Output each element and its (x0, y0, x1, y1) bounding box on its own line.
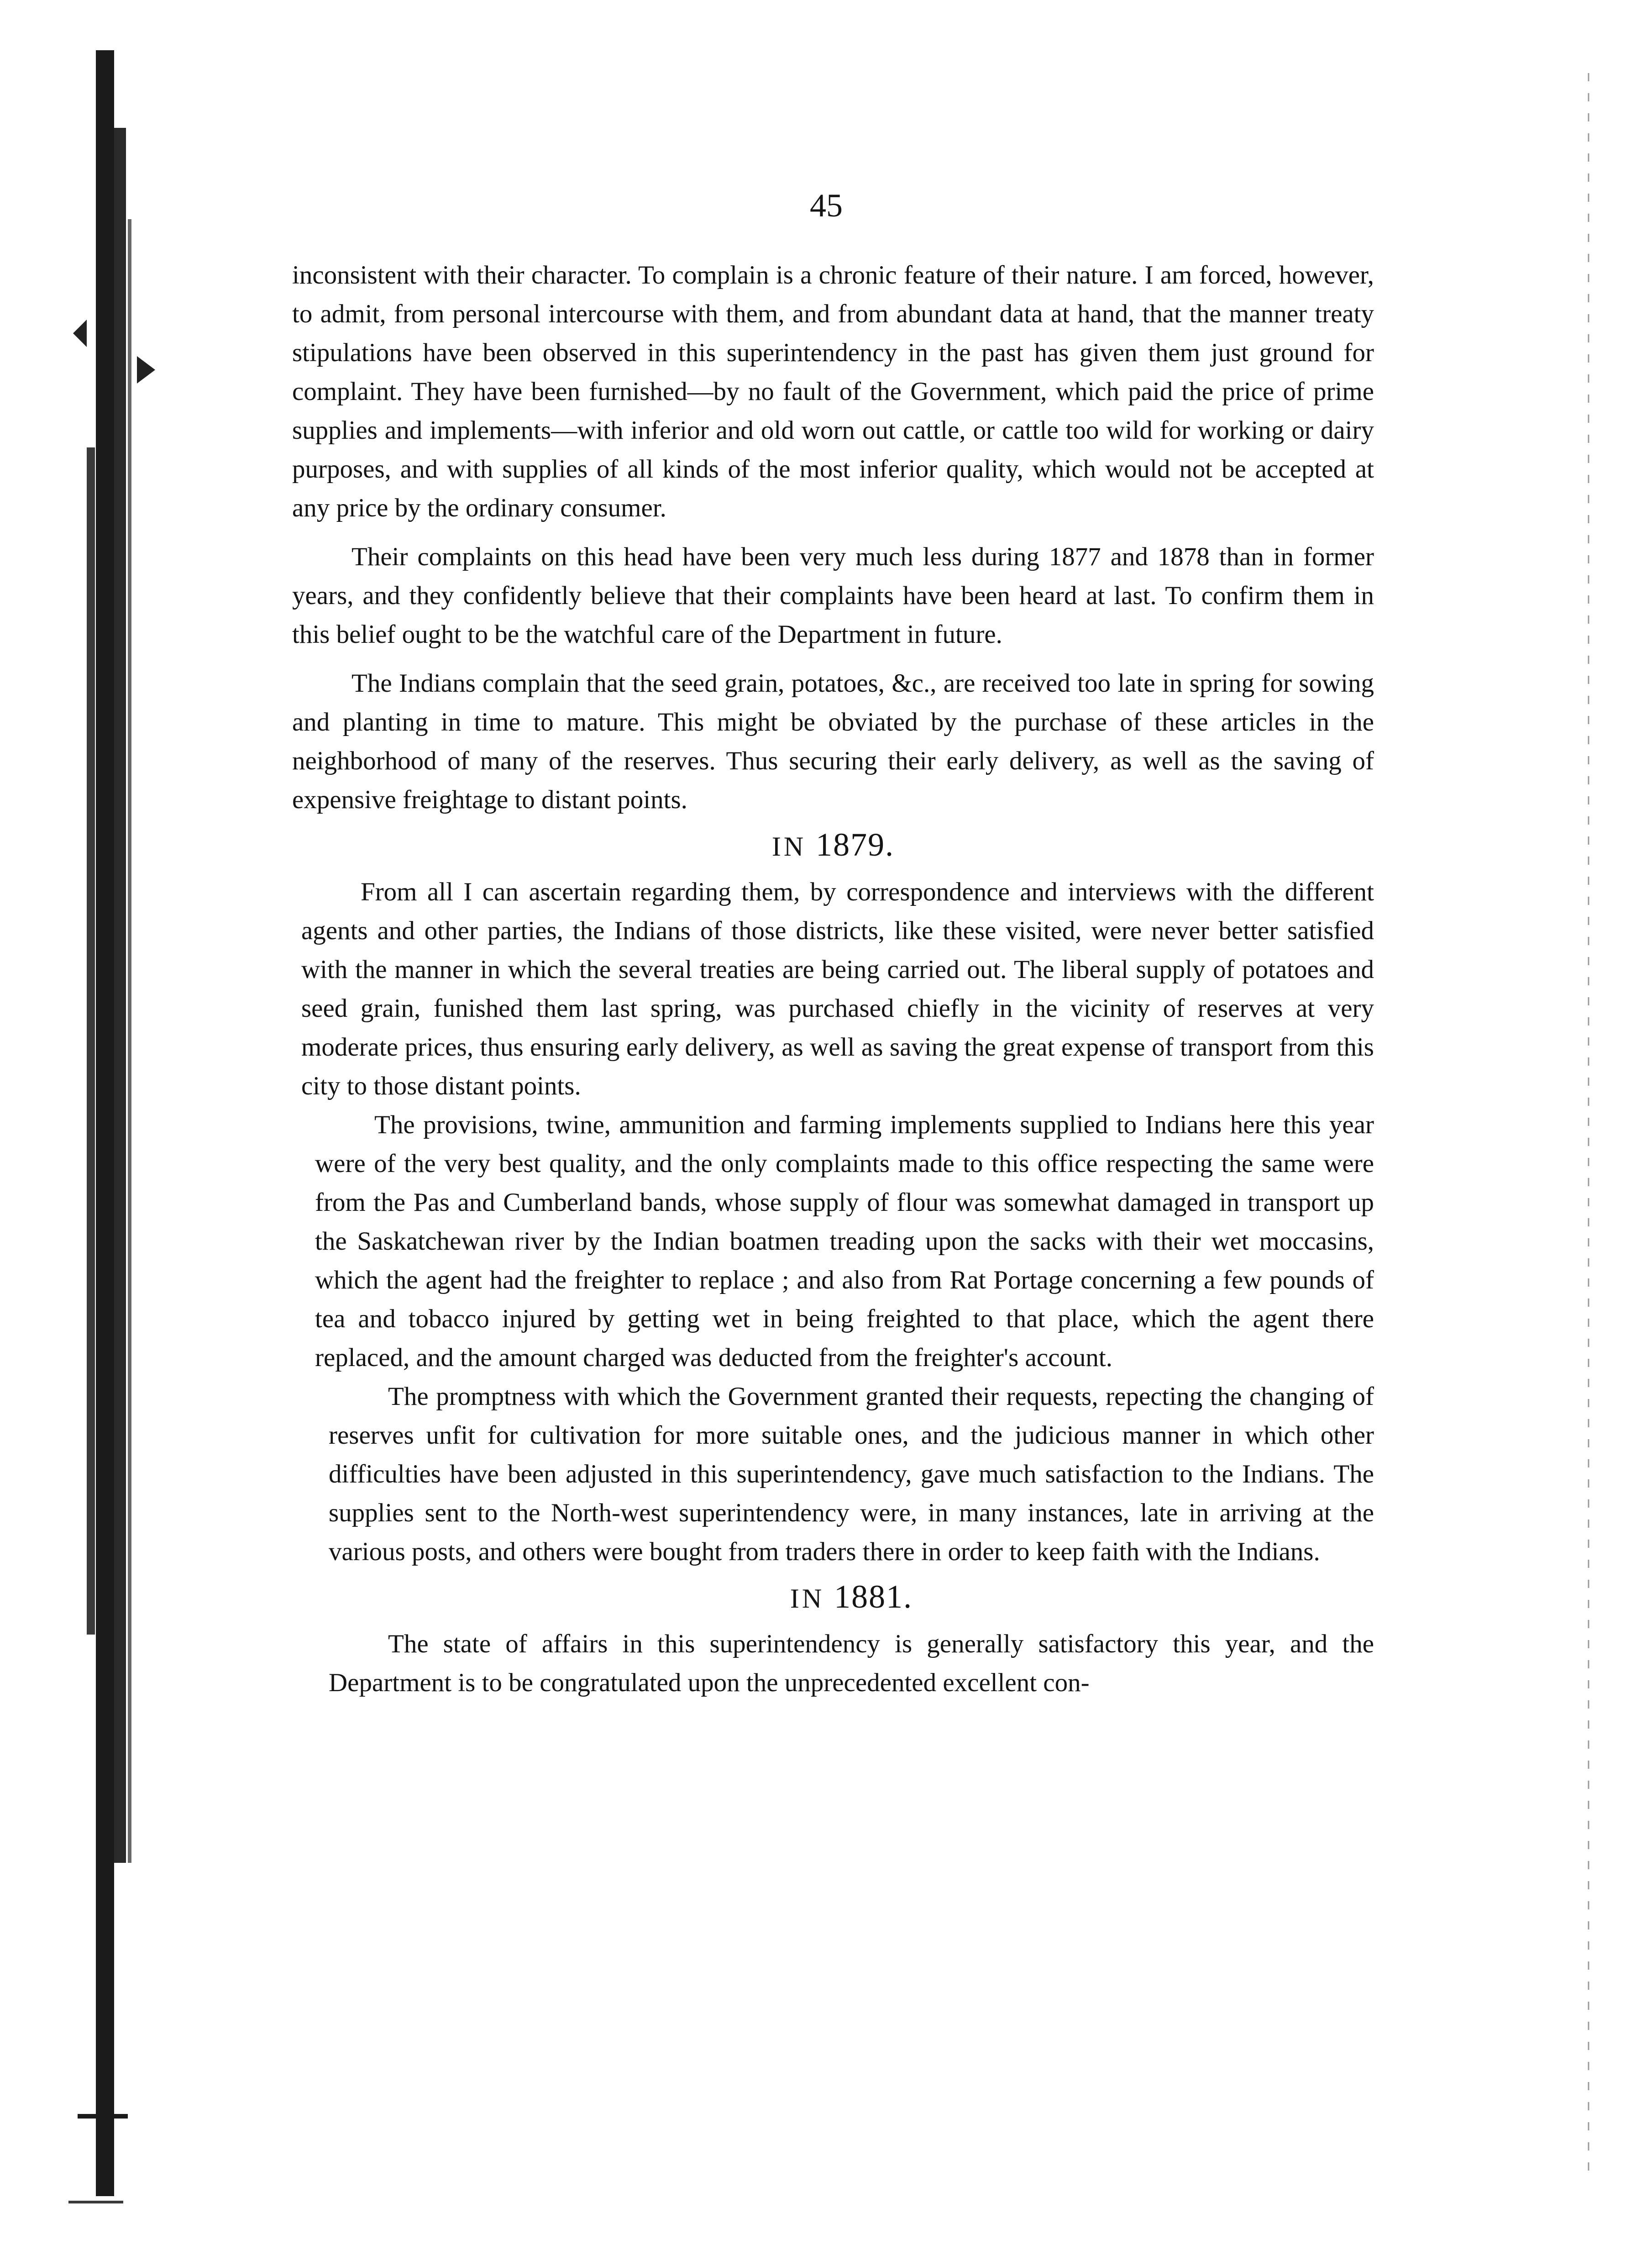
paragraph: The state of affairs in this superintendency is generally satisfactory this year, and the Department is to be congratulated upon the unprecedented excellent con- (329, 1630, 1374, 1697)
paragraph: The provisions, twine, ammunition and farming implements supplied to Indians here this year were of the very best quality, and the only complaints made to this office respecting the same were from the Pas and Cumberland bands, whose supply of flour was somewhat damaged in transport up the Saskatchewan river by the Indian boatmen treading upon the sacks with their wet moccasins, which the agent had the freighter to replace ; and also from Rat Portage concerning a few pounds of tea and tobacco injured by getting wet in being freighted to that place, which the agent there replaced, and the amount charged was deducted from the freighter's account. (315, 1110, 1374, 1372)
page-number: 45 (810, 187, 843, 224)
paragraph: The Indians complain that the seed grain, potatoes, &c., are received too late in spring for sowing and planting in time to mature. This might be obviated by the purchase of these articles in the neighborhood of many of the reserves. Thus securing their early delivery, as well as the saving of expensive freightage to distant points. (292, 669, 1374, 814)
binding-edge-artifact (68, 37, 187, 2228)
section-heading (329, 1577, 1374, 1618)
section-heading-prefix: IN (790, 1583, 825, 1614)
section-heading (292, 825, 1374, 866)
section-heading-year: 1881. (834, 1578, 913, 1615)
section-heading-year: 1879. (816, 826, 895, 863)
paragraph: The promptness with which the Government granted their requests, repecting the changing of reserves unfit for cultivation for more suitable ones, and the judicious manner in which other difficulties have been adjusted in this superintendency, gave much satisfaction to the Indians. The supplies sent to the North-west superintendency were, in many instances, late in arriving at the various posts, and others were bought from traders there in order to keep faith with the Indians. (329, 1382, 1374, 1566)
paragraph: inconsistent with their character. To complain is a chronic feature of their nature. I am forced, however, to admit, from personal intercourse with them, and from abundant data at hand, that the manner treaty stipulations have been observed in this superintendency in the past has given them just ground for complaint. They have been furnished—by no fault of the Government, which paid the price of prime supplies and implements—with inferior and old worn out cattle, or cattle too wild for working or dairy purposes, and with supplies of all kinds of the most inferior quality, which would not be accepted at any price by the ordinary consumer. (292, 261, 1374, 522)
section-heading-prefix: IN (771, 831, 807, 862)
paragraph: Their complaints on this head have been very much less during 1877 and 1878 than in former years, and they confidently believe that their complaints have been heard at last. To confirm them in this belief ought to be the watchful care of the Department in future. (292, 542, 1374, 649)
right-edge-artifact (1584, 73, 1593, 2173)
paragraph: From all I can ascertain regarding them, by correspondence and interviews with the different agents and other parties, the Indians of those districts, like these visited, were never better satisfied with the manner in which the several treaties are being carried out. The liberal supply of potatoes and seed grain, funished them last spring, was purchased chiefly in the vicinity of reserves at very moderate prices, thus ensuring early delivery, as well as saving the great expense of transport from this city to those distant points. (301, 878, 1374, 1100)
body-text (292, 256, 1374, 1702)
